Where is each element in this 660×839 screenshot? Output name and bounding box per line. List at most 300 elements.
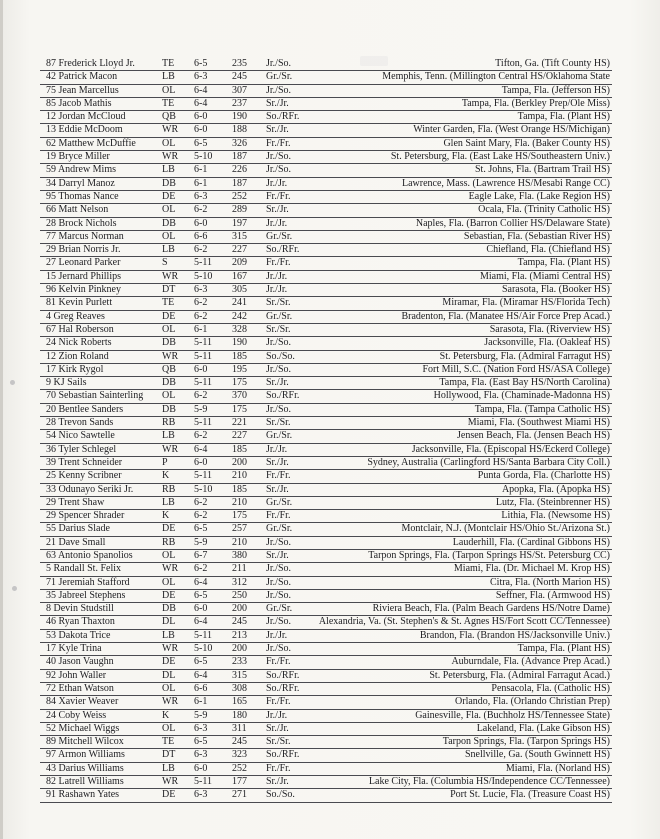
roster-row: [40, 111, 612, 124]
player-height: 6-3: [194, 71, 208, 83]
player-name: 24 Nick Roberts: [46, 337, 112, 349]
player-hometown: Winter Garden, Fla. (West Orange HS/Michigan): [413, 124, 610, 136]
roster-row: [40, 763, 612, 776]
player-height: 6-0: [194, 217, 208, 229]
roster-row: [40, 191, 612, 204]
player-position: LB: [162, 496, 175, 508]
player-year: So./So.: [266, 789, 295, 801]
player-name: 70 Sebastian Sainterling: [46, 390, 144, 402]
player-height: 6-2: [194, 244, 208, 256]
player-weight: 271: [232, 789, 247, 801]
player-name: 63 Antonio Spanolios: [46, 549, 133, 561]
player-hometown: Tifton, Ga. (Tift County HS): [495, 58, 610, 69]
player-year: Jr./So.: [266, 363, 292, 375]
player-weight: 312: [232, 576, 247, 588]
player-weight: 185: [232, 350, 247, 362]
player-position: LB: [162, 762, 175, 774]
player-weight: 235: [232, 58, 247, 69]
roster-row: [40, 670, 612, 683]
roster-row: [40, 510, 612, 523]
player-weight: 185: [232, 483, 247, 495]
player-name: 87 Frederick Lloyd Jr.: [46, 58, 135, 69]
player-name: 42 Patrick Macon: [46, 71, 118, 83]
player-hometown: St. Johns, Fla. (Bartram Trail HS): [474, 164, 610, 176]
player-year: Jr./So.: [266, 58, 292, 69]
player-height: 5-11: [194, 350, 212, 362]
roster-row: [40, 710, 612, 723]
player-name: 15 Jernard Phillips: [46, 270, 121, 282]
player-position: K: [162, 470, 170, 482]
player-position: WR: [162, 151, 179, 163]
player-weight: 326: [232, 137, 247, 149]
player-weight: 190: [232, 337, 247, 349]
player-weight: 200: [232, 603, 247, 615]
player-hometown: Snellville, Ga. (South Gwinnett HS): [465, 749, 610, 761]
player-position: DB: [162, 377, 176, 389]
roster-row: [40, 204, 612, 217]
roster-row: [40, 444, 612, 457]
player-position: QB: [162, 111, 176, 123]
roster-row: [40, 377, 612, 390]
player-height: 6-1: [194, 323, 208, 335]
roster-row: [40, 563, 612, 576]
player-hometown: Tarpon Springs, Fla. (Tarpon Springs HS/St. Petersburg CC): [368, 549, 610, 561]
player-hometown: Hollywood, Fla. (Chaminade-Madonna HS): [433, 390, 610, 402]
player-position: DE: [162, 190, 176, 202]
player-height: 6-3: [194, 722, 208, 734]
player-weight: 233: [232, 656, 247, 668]
player-year: Jr./So.: [266, 337, 292, 349]
player-year: So./RFr.: [266, 682, 300, 694]
player-hometown: Miami, Fla. (Norland HS): [505, 762, 610, 774]
player-hometown: Tampa, Fla. (Jefferson HS): [501, 84, 610, 96]
player-name: 20 Bentlee Sanders: [46, 403, 124, 415]
player-weight: 213: [232, 629, 247, 641]
player-hometown: Tampa, Fla. (Plant HS): [517, 643, 610, 655]
player-hometown: Sydney, Australia (Carlingford HS/Santa Barbara City Coll.): [367, 456, 610, 468]
player-name: 46 Ryan Thaxton: [46, 616, 115, 628]
player-height: 6-0: [194, 124, 208, 136]
player-height: 6-3: [194, 789, 208, 801]
player-year: Fr./Fr.: [266, 470, 291, 482]
player-height: 6-0: [194, 603, 208, 615]
player-position: RB: [162, 417, 176, 429]
roster-row: [40, 404, 612, 417]
player-height: 6-0: [194, 363, 208, 375]
player-position: LB: [162, 71, 175, 83]
player-year: Jr./So.: [266, 536, 292, 548]
player-name: 4 Greg Reaves: [46, 310, 105, 322]
player-position: WR: [162, 350, 179, 362]
player-height: 6-4: [194, 84, 208, 96]
player-height: 6-5: [194, 58, 208, 69]
player-weight: 242: [232, 310, 247, 322]
player-hometown: Citra, Fla. (North Marion HS): [490, 576, 610, 588]
player-weight: 187: [232, 151, 247, 163]
player-height: 5-9: [194, 403, 208, 415]
roster-row: [40, 643, 612, 656]
roster-row: [40, 271, 612, 284]
player-hometown: Naples, Fla. (Barron Collier HS/Delaware State): [415, 217, 610, 229]
player-height: 6-1: [194, 696, 208, 708]
player-hometown: Miami, Fla. (Dr. Michael M. Krop HS): [453, 563, 610, 575]
roster-row: [40, 231, 612, 244]
player-hometown: Tampa, Fla. (Plant HS): [517, 111, 610, 123]
roster-row: [40, 417, 612, 430]
player-hometown: Orlando, Fla. (Orlando Christian Prep): [455, 696, 610, 708]
player-year: Sr./Sr.: [266, 736, 291, 748]
player-weight: 305: [232, 284, 247, 296]
player-height: 6-2: [194, 204, 208, 216]
player-year: Sr./Jr.: [266, 483, 289, 495]
player-name: 9 KJ Sails: [46, 377, 87, 389]
player-weight: 177: [232, 776, 247, 788]
player-name: 77 Marcus Norman: [46, 230, 124, 242]
player-hometown: St. Petersburg, Fla. (Admiral Farragut HS): [439, 350, 610, 362]
roster-row: [40, 656, 612, 669]
player-weight: 175: [232, 510, 247, 522]
player-hometown: Tarpon Springs, Fla. (Tarpon Springs HS): [442, 736, 610, 748]
player-height: 5-11: [194, 377, 212, 389]
player-height: 6-5: [194, 736, 208, 748]
player-position: OL: [162, 137, 176, 149]
player-hometown: Jacksonville, Fla. (Oakleaf HS): [484, 337, 610, 349]
player-hometown: Montclair, N.J. (Montclair HS/Ohio St./Arizona St.): [401, 523, 610, 535]
player-weight: 227: [232, 244, 247, 256]
player-position: DB: [162, 177, 176, 189]
player-weight: 250: [232, 589, 247, 601]
player-position: DT: [162, 749, 176, 761]
player-hometown: Eagle Lake, Fla. (Lake Region HS): [468, 190, 610, 202]
player-weight: 323: [232, 749, 247, 761]
player-weight: 245: [232, 616, 247, 628]
player-year: Jr./So.: [266, 84, 292, 96]
player-height: 5-9: [194, 536, 208, 548]
roster-row: [40, 284, 612, 297]
player-height: 6-2: [194, 510, 208, 522]
roster-row: [40, 337, 612, 350]
player-year: Jr./Jr.: [266, 443, 288, 455]
player-hometown: Lutz, Fla. (Steinbrenner HS): [495, 496, 610, 508]
roster-row: [40, 497, 612, 510]
player-name: 35 Jabreel Stephens: [46, 589, 126, 601]
roster-row: [40, 138, 612, 151]
player-hometown: Tampa, Fla. (Plant HS): [517, 257, 610, 269]
player-position: DT: [162, 284, 176, 296]
player-position: OL: [162, 722, 176, 734]
player-position: OL: [162, 682, 176, 694]
player-name: 8 Devin Studstill: [46, 603, 114, 615]
player-name: 17 Kyle Trina: [46, 643, 102, 655]
player-name: 39 Trent Schneider: [46, 456, 123, 468]
player-weight: 226: [232, 164, 247, 176]
player-height: 5-11: [194, 470, 212, 482]
player-position: OL: [162, 390, 176, 402]
player-year: Fr./Fr.: [266, 510, 291, 522]
roster-list: [40, 58, 612, 803]
player-position: TE: [162, 736, 175, 748]
player-weight: 252: [232, 190, 247, 202]
player-name: 67 Hal Roberson: [46, 323, 114, 335]
player-weight: 211: [232, 563, 247, 575]
player-name: 75 Jean Marcellus: [46, 84, 119, 96]
roster-row: [40, 297, 612, 310]
player-year: Jr./So.: [266, 563, 292, 575]
player-height: 6-4: [194, 616, 208, 628]
player-year: Gr./Sr.: [266, 310, 293, 322]
player-height: 5-9: [194, 709, 208, 721]
player-name: 13 Eddie McDoom: [46, 124, 123, 136]
player-name: 27 Leonard Parker: [46, 257, 121, 269]
player-name: 43 Darius Williams: [46, 762, 124, 774]
roster-row: [40, 457, 612, 470]
player-year: Gr./Sr.: [266, 71, 293, 83]
player-year: Sr./Jr.: [266, 456, 289, 468]
player-year: Jr./Jr.: [266, 284, 288, 296]
player-height: 5-11: [194, 629, 212, 641]
player-height: 6-0: [194, 762, 208, 774]
player-year: Sr./Sr.: [266, 297, 291, 309]
player-weight: 165: [232, 696, 247, 708]
roster-row: [40, 696, 612, 709]
roster-row: [40, 616, 612, 629]
roster-row: [40, 736, 612, 749]
player-weight: 195: [232, 363, 247, 375]
player-weight: 311: [232, 722, 247, 734]
player-height: 5-10: [194, 151, 213, 163]
player-weight: 308: [232, 682, 247, 694]
player-hometown: Sarasota, Fla. (Booker HS): [501, 284, 610, 296]
player-weight: 289: [232, 204, 247, 216]
player-position: DB: [162, 337, 176, 349]
player-hometown: Lauderhill, Fla. (Cardinal Gibbons HS): [452, 536, 610, 548]
player-year: Fr./Fr.: [266, 137, 291, 149]
player-hometown: Miami, Fla. (Southwest Miami HS): [467, 417, 610, 429]
roster-row: [40, 590, 612, 603]
player-name: 82 Latrell Williams: [46, 776, 124, 788]
player-name: 97 Armon Williams: [46, 749, 125, 761]
player-year: Fr./Fr.: [266, 656, 291, 668]
player-hometown: Lithia, Fla. (Newsome HS): [501, 510, 610, 522]
player-height: 5-10: [194, 643, 213, 655]
player-year: Jr./Jr.: [266, 177, 288, 189]
player-position: LB: [162, 164, 175, 176]
player-weight: 315: [232, 669, 247, 681]
player-hometown: Auburndale, Fla. (Advance Prep Acad.): [451, 656, 610, 668]
player-year: Gr./Sr.: [266, 523, 293, 535]
roster-row: [40, 218, 612, 231]
player-hometown: Tampa, Fla. (Tampa Catholic HS): [474, 403, 610, 415]
player-hometown: Port St. Lucie, Fla. (Treasure Coast HS): [450, 789, 610, 801]
player-hometown: Jacksonville, Fla. (Episcopal HS/Eckerd College): [411, 443, 610, 455]
player-year: Sr./Jr.: [266, 204, 289, 216]
player-year: Jr./So.: [266, 576, 292, 588]
player-height: 6-4: [194, 443, 208, 455]
player-weight: 197: [232, 217, 247, 229]
player-year: Jr./Jr.: [266, 270, 288, 282]
player-height: 6-4: [194, 669, 208, 681]
player-height: 6-2: [194, 310, 208, 322]
player-weight: 188: [232, 124, 247, 136]
player-height: 6-2: [194, 563, 208, 575]
player-position: DE: [162, 789, 176, 801]
player-name: 29 Trent Shaw: [46, 496, 105, 508]
player-year: Jr./So.: [266, 164, 292, 176]
player-hometown: Alexandria, Va. (St. Stephen's & St. Agnes HS/Fort Scott CC/Tennessee): [318, 616, 610, 628]
player-height: 6-2: [194, 297, 208, 309]
roster-row: [40, 630, 612, 643]
player-weight: 370: [232, 390, 247, 402]
player-position: OL: [162, 549, 176, 561]
roster-row: [40, 523, 612, 536]
roster-row: [40, 124, 612, 137]
player-weight: 307: [232, 84, 247, 96]
player-name: 72 Ethan Watson: [46, 682, 114, 694]
player-hometown: Sebastian, Fla. (Sebastian River HS): [463, 230, 610, 242]
player-year: Gr./Sr.: [266, 230, 293, 242]
player-year: So./RFr.: [266, 244, 300, 256]
player-position: DE: [162, 523, 176, 535]
player-position: RB: [162, 536, 176, 548]
player-name: 95 Thomas Nance: [46, 190, 119, 202]
roster-row: [40, 550, 612, 563]
player-height: 6-3: [194, 749, 208, 761]
player-weight: 257: [232, 523, 247, 535]
player-hometown: Lake City, Fla. (Columbia HS/Independence CC/Tennessee): [368, 776, 610, 788]
player-name: 66 Matt Nelson: [46, 204, 109, 216]
player-height: 5-10: [194, 270, 213, 282]
player-name: 33 Odunayo Seriki Jr.: [46, 483, 134, 495]
player-name: 19 Bryce Miller: [46, 151, 110, 163]
player-weight: 328: [232, 323, 247, 335]
player-name: 53 Dakota Trice: [46, 629, 111, 641]
player-hometown: Tampa, Fla. (Berkley Prep/Ole Miss): [461, 97, 610, 109]
player-year: Sr./Jr.: [266, 722, 289, 734]
player-year: Fr./Fr.: [266, 696, 291, 708]
scan-edge: [0, 0, 3, 839]
player-hometown: Apopka, Fla. (Apopka HS): [501, 483, 610, 495]
player-height: 6-5: [194, 656, 208, 668]
player-name: 29 Spencer Shrader: [46, 510, 125, 522]
player-name: 59 Andrew Mims: [46, 164, 116, 176]
player-weight: 210: [232, 470, 247, 482]
player-year: Jr./Jr.: [266, 709, 288, 721]
player-position: OL: [162, 204, 176, 216]
player-year: So./RFr.: [266, 669, 300, 681]
player-name: 25 Kenny Scribner: [46, 470, 122, 482]
player-name: 62 Matthew McDuffie: [46, 137, 136, 149]
roster-row: [40, 151, 612, 164]
player-hometown: St. Petersburg, Fla. (Admiral Farragut Acad.): [429, 669, 610, 681]
player-height: 6-6: [194, 230, 208, 242]
player-year: Jr./So.: [266, 616, 292, 628]
player-weight: 187: [232, 177, 247, 189]
player-year: Jr./So.: [266, 589, 292, 601]
player-hometown: Miami, Fla. (Miami Central HS): [480, 270, 610, 282]
roster-row: [40, 164, 612, 177]
player-name: 34 Darryl Manoz: [46, 177, 115, 189]
roster-row: [40, 257, 612, 270]
player-name: 5 Randall St. Felix: [46, 563, 121, 575]
player-hometown: Sarasota, Fla. (Riverview HS): [489, 323, 610, 335]
player-position: TE: [162, 97, 175, 109]
player-weight: 167: [232, 270, 247, 282]
player-weight: 180: [232, 709, 247, 721]
player-hometown: Punta Gorda, Fla. (Charlotte HS): [477, 470, 610, 482]
player-position: WR: [162, 443, 179, 455]
roster-row: [40, 683, 612, 696]
player-name: 40 Jason Vaughn: [46, 656, 114, 668]
player-position: DE: [162, 589, 176, 601]
player-name: 28 Brock Nichols: [46, 217, 117, 229]
roster-row: [40, 723, 612, 736]
player-name: 52 Michael Wiggs: [46, 722, 120, 734]
player-height: 6-5: [194, 523, 208, 535]
player-hometown: Tampa, Fla. (East Bay HS/North Carolina): [439, 377, 610, 389]
player-name: 55 Darius Slade: [46, 523, 110, 535]
player-weight: 252: [232, 762, 247, 774]
player-year: Jr./So.: [266, 403, 292, 415]
player-name: 91 Rashawn Yates: [46, 789, 120, 801]
player-height: 6-4: [194, 97, 208, 109]
roster-row: [40, 749, 612, 762]
player-position: LB: [162, 244, 175, 256]
player-height: 5-11: [194, 257, 212, 269]
player-hometown: Memphis, Tenn. (Millington Central HS/Oklahoma State: [382, 71, 610, 83]
roster-row: [40, 98, 612, 111]
player-hometown: Ocala, Fla. (Trinity Catholic HS): [478, 204, 610, 216]
player-name: 12 Jordan McCloud: [46, 111, 126, 123]
player-height: 5-11: [194, 417, 212, 429]
player-weight: 190: [232, 111, 247, 123]
player-name: 89 Mitchell Wilcox: [46, 736, 124, 748]
roster-row: [40, 484, 612, 497]
player-year: Fr./Fr.: [266, 762, 291, 774]
player-hometown: Chiefland, Fla. (Chiefland HS): [486, 244, 610, 256]
player-hometown: Bradenton, Fla. (Manatee HS/Air Force Prep Acad.): [401, 310, 610, 322]
player-name: 28 Trevon Sands: [46, 417, 114, 429]
player-hometown: Brandon, Fla. (Brandon HS/Jacksonville Univ.): [419, 629, 610, 641]
player-weight: 221: [232, 417, 247, 429]
player-weight: 200: [232, 456, 247, 468]
player-year: So./RFr.: [266, 749, 300, 761]
scan-speck: [12, 586, 17, 591]
player-position: OL: [162, 323, 176, 335]
player-name: 54 Nico Sawtelle: [46, 430, 115, 442]
roster-row: [40, 324, 612, 337]
player-position: DL: [162, 616, 176, 628]
player-year: Jr./So.: [266, 151, 292, 163]
player-position: OL: [162, 84, 176, 96]
player-height: 5-11: [194, 776, 212, 788]
player-height: 6-3: [194, 284, 208, 296]
roster-row: [40, 390, 612, 403]
player-position: TE: [162, 297, 175, 309]
player-weight: 237: [232, 97, 247, 109]
player-position: QB: [162, 363, 176, 375]
player-position: RB: [162, 483, 176, 495]
roster-row: [40, 537, 612, 550]
player-position: LB: [162, 430, 175, 442]
player-height: 5-11: [194, 337, 212, 349]
player-name: 24 Coby Weiss: [46, 709, 107, 721]
player-position: DB: [162, 217, 176, 229]
player-position: WR: [162, 776, 179, 788]
player-year: So./RFr.: [266, 111, 300, 123]
player-name: 92 John Waller: [46, 669, 107, 681]
player-position: P: [162, 456, 168, 468]
player-weight: 210: [232, 536, 247, 548]
